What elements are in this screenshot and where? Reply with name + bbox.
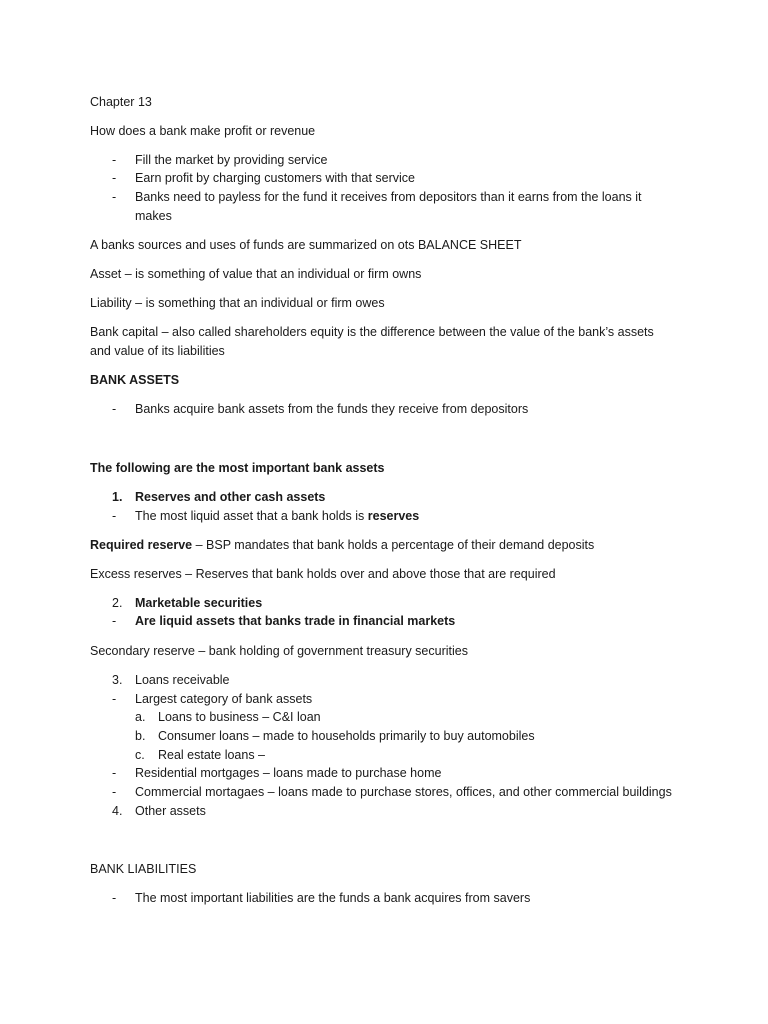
list-item: Banks acquire bank assets from the funds they receive from depositors (135, 402, 529, 416)
balance-sheet-paragraph: A banks sources and uses of funds are summarized on ots BALANCE SHEET (90, 238, 522, 252)
item-number: 3. (112, 673, 123, 687)
list-item-text: The most liquid asset that a bank holds is (135, 509, 368, 523)
bullet-dash: - (112, 171, 117, 185)
list-item: Fill the market by providing service (135, 153, 328, 167)
bank-assets-heading: BANK ASSETS (90, 373, 180, 387)
bullet-dash: - (112, 766, 117, 780)
excess-reserves-paragraph: Excess reserves – Reserves that bank holds over and above those that are required (90, 567, 556, 581)
required-reserve-paragraph (90, 536, 594, 555)
list-item: The most important liabilities are the funds a bank acquires from savers (135, 891, 531, 905)
bank-capital-definition: Bank capital – also called shareholders equity is the difference between the value of the bank’s assets (90, 325, 654, 339)
list-item: Banks need to payless for the fund it receives from depositors than it earns from the loans it (135, 190, 642, 204)
list-item: Are liquid assets that banks trade in financial markets (135, 614, 456, 628)
question-heading: How does a bank make profit or revenue (90, 124, 316, 138)
important-assets-heading: The following are the most important bank assets (90, 461, 385, 475)
list-item: Earn profit by charging customers with that service (135, 171, 415, 185)
sub-item: Consumer loans – made to households primarily to buy automobiles (158, 729, 535, 743)
item-number: 2. (112, 596, 123, 610)
item-title: Other assets (135, 804, 206, 818)
bullet-dash: - (112, 190, 117, 204)
item-number: 1. (112, 490, 123, 504)
bullet-dash: - (112, 509, 117, 523)
bullet-dash: - (112, 785, 117, 799)
list-item: Residential mortgages – loans made to purchase home (135, 766, 442, 780)
sub-item-letter: a. (135, 710, 146, 724)
sub-item: Loans to business – C&I loan (158, 710, 321, 724)
list-item-continuation: makes (135, 209, 172, 223)
sub-item-letter: c. (135, 748, 145, 762)
secondary-reserve-paragraph: Secondary reserve – bank holding of government treasury securities (90, 644, 468, 658)
required-reserve-text: – BSP mandates that bank holds a percentage of their demand deposits (192, 538, 595, 552)
list-item: Commercial mortagaes – loans made to purchase stores, offices, and other commercial buildings (135, 785, 672, 799)
item-title: Marketable securities (135, 596, 263, 610)
asset-definition: Asset – is something of value that an individual or firm owns (90, 267, 422, 281)
bullet-dash: - (112, 402, 117, 416)
item-title: Reserves and other cash assets (135, 490, 326, 504)
item-title: Loans receivable (135, 673, 230, 687)
list-item: Largest category of bank assets (135, 692, 313, 706)
sub-item-letter: b. (135, 729, 146, 743)
item-number: 4. (112, 804, 123, 818)
chapter-title: Chapter 13 (90, 95, 152, 109)
sub-item: Real estate loans – (158, 748, 266, 762)
list-item (135, 507, 419, 526)
bank-liabilities-heading: BANK LIABILITIES (90, 862, 197, 876)
liability-definition: Liability – is something that an individual or firm owes (90, 296, 385, 310)
reserves-term: reserves (367, 509, 420, 523)
bullet-dash: - (112, 614, 117, 628)
bullet-dash: - (112, 891, 117, 905)
required-reserve-term: Required reserve (90, 538, 193, 552)
bullet-dash: - (112, 692, 117, 706)
bullet-dash: - (112, 153, 117, 167)
bank-capital-definition-cont: and value of its liabilities (90, 344, 225, 358)
